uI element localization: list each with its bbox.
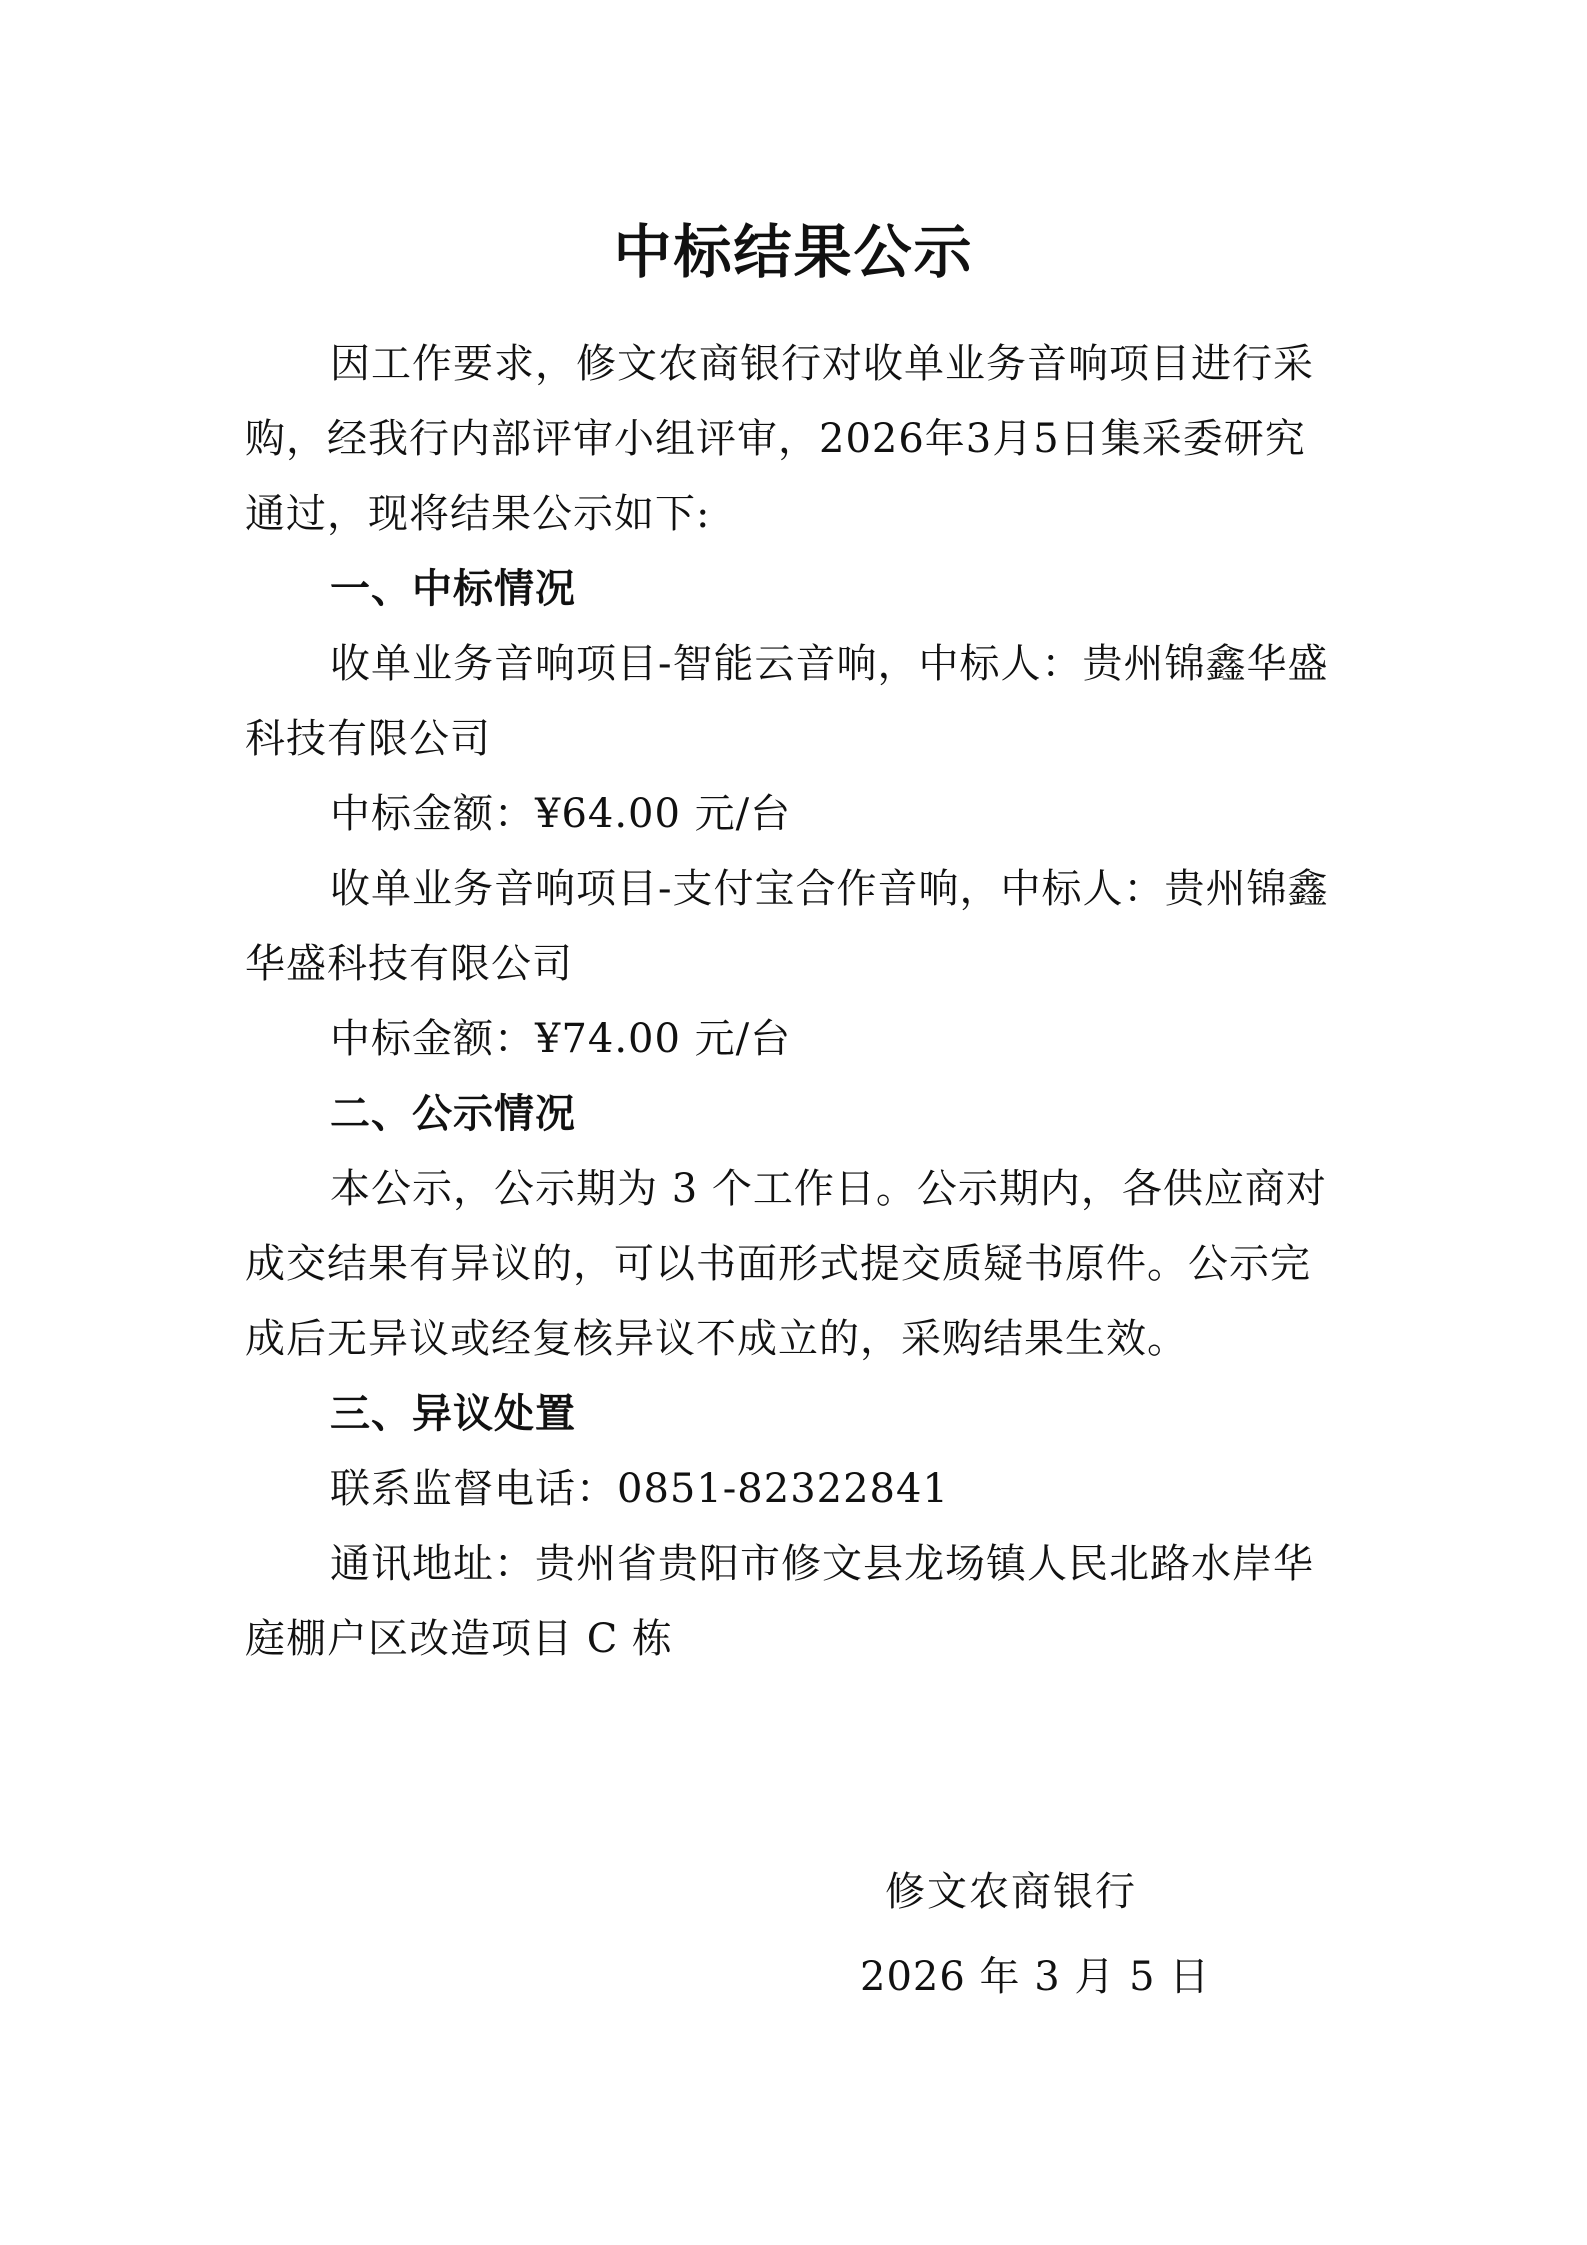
award-amount-2: 中标金额：¥74.00 元/台 bbox=[330, 1016, 792, 1062]
mailing-address: 通讯地址：贵州省贵阳市修文县龙场镇人民北路水岸华庭棚户区改造项目 C 栋 bbox=[245, 1541, 1314, 1662]
signature-org: 修文农商银行 bbox=[885, 1869, 1137, 1915]
publicity-paragraph: 本公示，公示期为 3 个工作日。公示期内，各供应商对成交结果有异议的，可以书面形式提交质疑书原件。公示完成后无异议或经复核异议不成立的，采购结果生效。 bbox=[245, 1166, 1327, 1362]
document-title: 中标结果公示 bbox=[613, 218, 974, 286]
supervision-phone: 联系监督电话：0851-82322841 bbox=[330, 1466, 949, 1512]
document-body bbox=[245, 327, 1345, 1677]
section2-heading: 二、公示情况 bbox=[330, 1091, 576, 1137]
intro-paragraph: 因工作要求，修文农商银行对收单业务音响项目进行采购，经我行内部评审小组评审，2026年3月5日集采委研究通过，现将结果公示如下: bbox=[245, 341, 1314, 537]
section1-heading: 一、中标情况 bbox=[330, 566, 576, 612]
award-item-1: 收单业务音响项目-智能云音响，中标人：贵州锦鑫华盛科技有限公司 bbox=[245, 641, 1329, 762]
section3-heading: 三、异议处置 bbox=[330, 1391, 576, 1437]
award-amount-1: 中标金额：¥64.00 元/台 bbox=[330, 791, 792, 837]
signature-date: 2026 年 3 月 5 日 bbox=[860, 1954, 1211, 2000]
award-item-2: 收单业务音响项目-支付宝合作音响，中标人：贵州锦鑫华盛科技有限公司 bbox=[245, 866, 1329, 987]
